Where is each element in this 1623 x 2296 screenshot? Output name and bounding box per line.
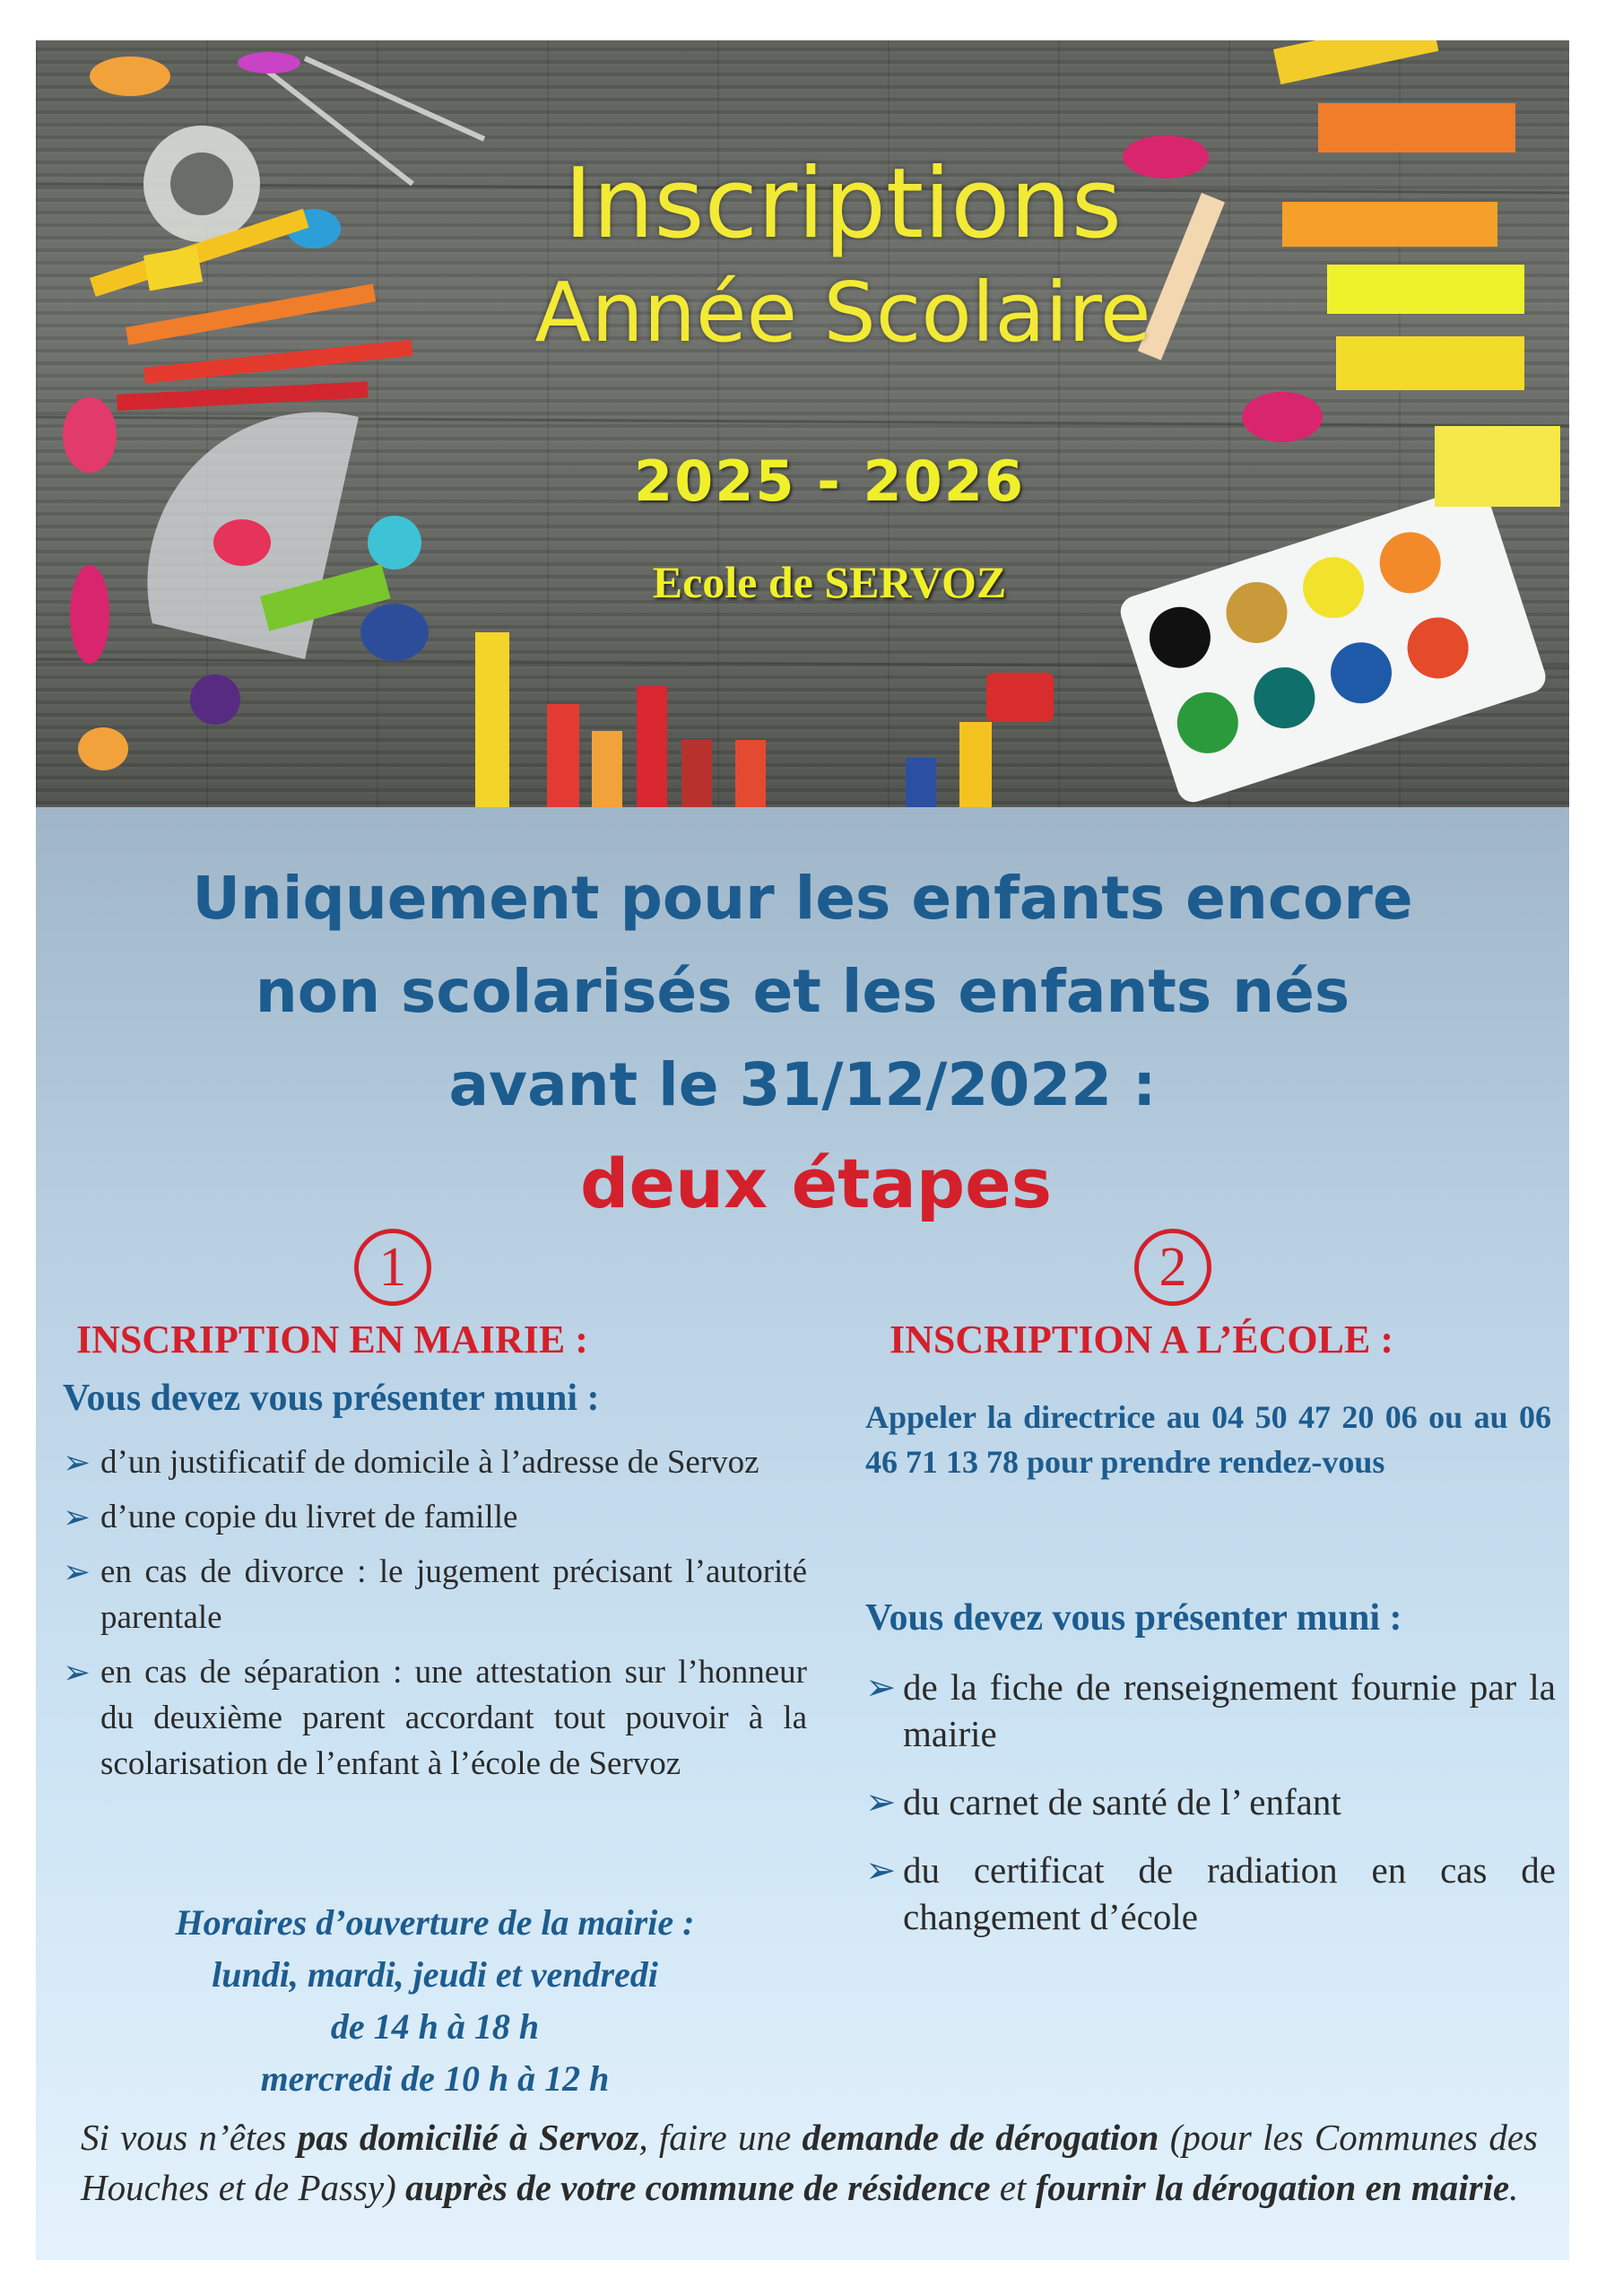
school-years: 2025 - 2026 [633, 448, 1026, 514]
arrow-right-icon: ➢ [63, 1443, 91, 1482]
steps-title: deux étapes [580, 1144, 1052, 1223]
list-item: ➢ du carnet de santé de l’ enfant [865, 1780, 1341, 1823]
eligibility-headline [36, 852, 1569, 1132]
banner-subtitle: Année Scolaire [534, 265, 1151, 361]
list-item: ➢ de la fiche de renseignement fournie par la mairie [865, 1665, 1556, 1754]
headline-line-2: non scolarisés et les enfants nés [255, 957, 1350, 1026]
step-2-number: 2 [1134, 1229, 1211, 1306]
list-item: ➢ du certificat de radiation en cas de changement d’école [865, 1848, 1556, 1937]
hours-line-2: de 14 h à 18 h [330, 2006, 540, 2047]
derogation-note: Si vous n’êtes pas domicilié à Servoz, faire une demande de dérogation (pour les Communes des Houches et de Passy) auprès de votre commune de résidence et fournir la dérogation en mairie. [81, 2117, 1538, 2208]
school-name: Ecole de SERVOZ [652, 557, 1007, 607]
step-1-requirements-heading: Vous devez vous présenter muni : [63, 1378, 600, 1419]
header-banner [36, 40, 1569, 807]
content-area [36, 807, 1569, 2260]
banner-title: Inscriptions [563, 148, 1123, 260]
arrow-right-icon: ➢ [63, 1653, 91, 1692]
headline-line-1: Uniquement pour les enfants encore [192, 864, 1413, 933]
hours-line-3: mercredi de 10 h à 12 h [260, 2058, 610, 2099]
hours-title: Horaires d’ouverture de la mairie : [175, 1902, 695, 1943]
appointment-instructions: Appeler la directrice au 04 50 47 20 06 ou au 06 46 71 13 78 pour prendre rendez-vous [865, 1399, 1551, 1480]
arrow-right-icon: ➢ [865, 1848, 897, 1892]
town-hall-hours [63, 1897, 807, 2105]
step-1-title: INSCRIPTION EN MAIRIE : [76, 1318, 588, 1361]
arrow-right-icon: ➢ [865, 1665, 897, 1709]
list-item: ➢ d’un justificatif de domicile à l’adresse de Servoz [63, 1439, 807, 1485]
step-1-requirements-list [63, 1439, 807, 1796]
headline-line-3: avant le 31/12/2022 : [448, 1050, 1157, 1119]
arrow-right-icon: ➢ [865, 1780, 897, 1823]
step-2-requirements-list [865, 1664, 1556, 1961]
step-2-requirements-heading: Vous devez vous présenter muni : [865, 1597, 1402, 1639]
list-item: ➢ d’une copie du livret de famille [63, 1494, 807, 1540]
step-2-title: INSCRIPTION A L’ÉCOLE : [890, 1318, 1393, 1361]
list-item: ➢ en cas de divorce : le jugement précisant l’autorité parentale [63, 1549, 807, 1640]
arrow-right-icon: ➢ [63, 1552, 91, 1591]
hours-line-1: lundi, mardi, jeudi et vendredi [212, 1954, 658, 1995]
list-item: ➢ en cas de séparation : une attestation sur l’honneur du deuxième parent accordant tout pouvoir à la scolarisation de l’enfant à l’école de Servoz [63, 1649, 807, 1787]
step-1-number: 1 [354, 1229, 431, 1306]
arrow-right-icon: ➢ [63, 1498, 91, 1536]
